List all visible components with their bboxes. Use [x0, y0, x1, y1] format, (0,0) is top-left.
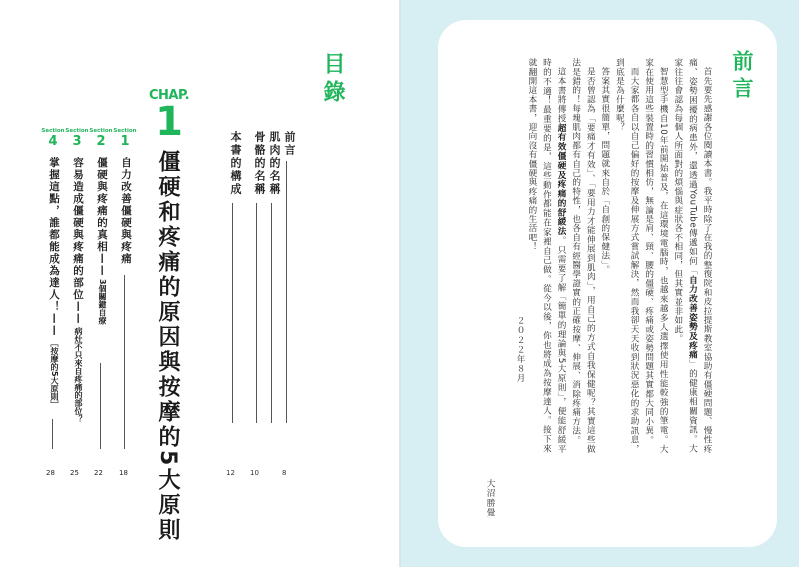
toc-section-1[interactable]: 自力改善僵硬與疼痛 18	[119, 157, 132, 477]
section-label: Section	[89, 128, 113, 134]
toc-entry-bone-names[interactable]: 骨骼的名稱 10	[250, 131, 266, 477]
toc-entry-preface[interactable]: 前言 8	[282, 131, 296, 477]
preface-body: 首先要先感謝各位閱讀本書。我平時除了在我的整復院和皮拉提斯教室協助有僵硬問題、慢性疼痛、姿勢困擾的病患外，還透過YouTube傳遞如何「自力改善姿勢及疼痛」的健康相關資訊。大家往往會認為每個人所面對的煩惱與症狀各不相同，但其實並非如此。 智慧型手機自10年前開始普及，在這環境電腦時，也越來越多人選擇使用性能較強的筆電。大家在使用這些裝置時的習慣相仿，無論是肩、頸、腰的僵硬、疼痛或姿勢問題其實都大同小異。 而大家都各自以自己偏好的按摩及伸展方式嘗試解決，然而我卻天天收到狀況惡化的求助訊息，到底是為什麼呢？ 答案其實很簡單，問題就來自於「自創的保健法」。 是否曾認為「要痛才有效」、「要用力才能伸展到肌肉」，用自己的方式自我保健呢？其實這些做法是錯的！每塊肌肉都有自己的特性，也各自有經醫學證實的正確按摩、伸展、消除疼痛方法。 這本書將傳授超有效僵硬及疼痛的舒緩法。只需要了解「簡單的理論與5大原則」，便能舒緩平時的不適！最重要的是，這些動作都能在家裡自己做。從今以後，你也將成為按摩達人。接下來就翻開這本書，迎向沒有僵硬與疼痛的生活吧！	[526, 58, 712, 453]
leader-line	[124, 275, 125, 449]
preface-date: ２０２２年８月	[515, 316, 525, 384]
section-label: Section	[41, 128, 65, 134]
toc-section-3[interactable]: 容易造成僵硬與疼痛的部位—— 病灶不只來自疼痛的部位？ 25	[70, 157, 84, 477]
leader-line	[256, 203, 257, 423]
leader-line	[100, 363, 101, 449]
leader-line	[232, 203, 233, 423]
preface-author: 大沼勝覺	[485, 479, 495, 518]
book-gutter	[399, 0, 401, 567]
leader-line	[52, 419, 53, 449]
leader-line	[286, 161, 287, 423]
toc-entry-muscle-names[interactable]: 肌肉的名稱	[266, 131, 282, 196]
chapter-title[interactable]: 僵硬和疼痛的原因與按摩的5大原則	[155, 150, 180, 544]
section-label: Section	[113, 128, 137, 134]
chapter-label: CHAP.	[148, 88, 190, 103]
leader-line	[271, 203, 272, 423]
toc-section-2[interactable]: 僵硬與疼痛的真相—— 3個關鍵自療 22	[94, 157, 108, 477]
toc-title: 目錄	[320, 52, 345, 108]
chapter-number: 1	[155, 99, 183, 145]
section-number: 1	[120, 134, 130, 149]
section-number: 4	[48, 134, 58, 149]
preface-title: 前言	[730, 50, 754, 104]
section-number: 2	[96, 134, 106, 149]
section-number: 3	[72, 134, 82, 149]
section-label: Section	[65, 128, 89, 134]
toc-entry-book-structure[interactable]: 本書的構成 12	[226, 131, 242, 477]
toc-section-4[interactable]: 掌握這點，誰都能成為達人！—— ［按摩的5大原則］ 28	[46, 157, 60, 477]
